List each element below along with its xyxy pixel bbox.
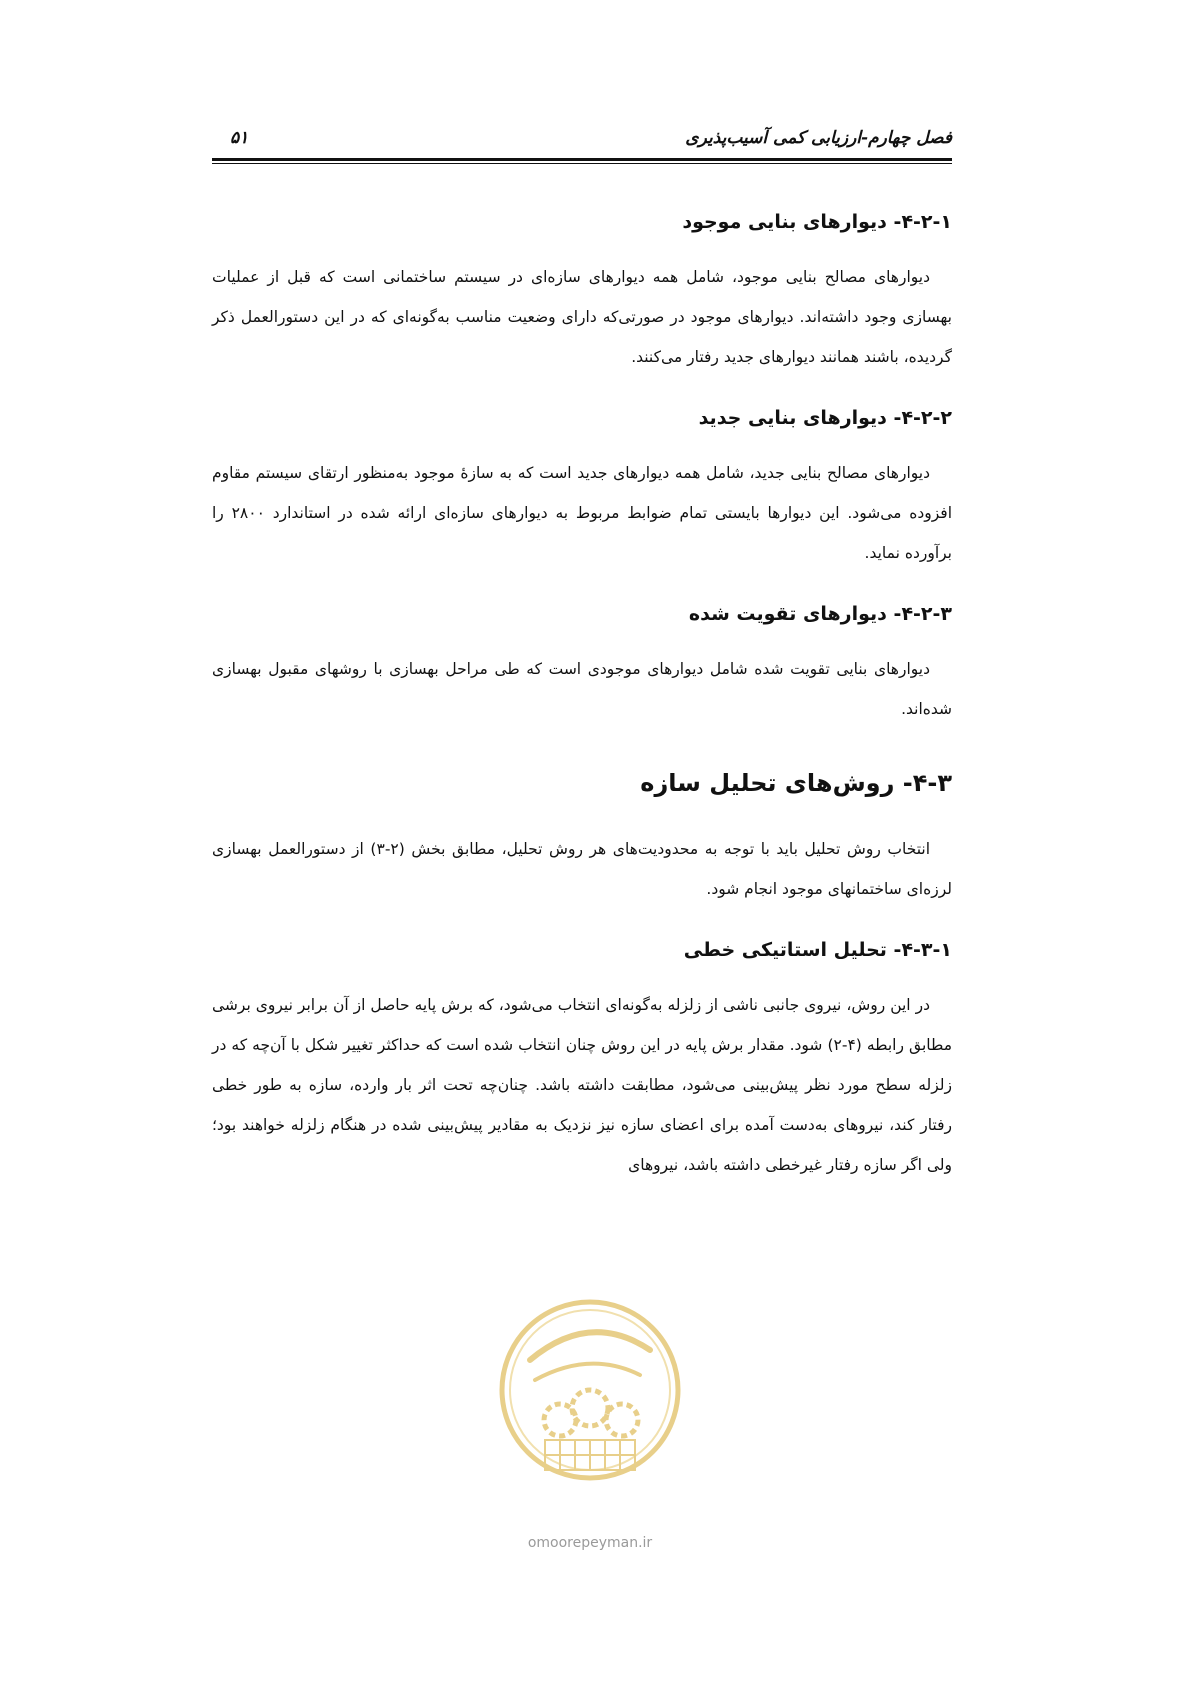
chapter-title: فصل چهارم-ارزیابی کمی آسیب‌پذیری [685, 128, 952, 148]
section-paragraph: انتخاب روش تحلیل باید با توجه به محدودیت‌های هر روش تحلیل، مطابق بخش (۲-۳) از دستورالعمل بهسازی لرزه‌ای ساختمانهای موجود انجام شود. [212, 840, 952, 898]
section-heading: ۴-۲-۱- دیوارهای بنایی موجود [682, 211, 952, 233]
watermark-domain: omoorepeyman.ir [527, 1535, 653, 1551]
watermark-logo-icon [490, 1290, 690, 1490]
body-content [212, 205, 952, 1209]
section-paragraph: در این روش، نیروی جانبی ناشی از زلزله به‌گونه‌ای انتخاب می‌شود، که برش پایه حاصل از آن برابر نیروی برشی مطابق رابطه (۴-۲) شود. مقدار برش پایه در این روش چنان انتخاب شده است که حداکثر تغییر شکل با آن‌چه که در زلزله سطح مورد نظر پیش‌بینی می‌شود، مطابقت داشته باشد. چنان‌چه تحت اثر بار وارده، سازه به طور خطی رفتار کند، نیروهای به‌دست آمده برای اعضای سازه نیز نزدیک به مقادیر پیش‌بینی شده در هنگام زلزله خواهند بود؛ ولی اگر سازه رفتار غیرخطی داشته باشد، نیروهای [212, 996, 952, 1174]
section-paragraph: دیوارهای مصالح بنایی جدید، شامل همه دیوارهای جدید است که به سازهٔ موجود به‌منظور ارتقای سیستم مقاوم افزوده می‌شود. این دیوارها بایستی تمام ضوابط مربوط به دیوارهای سازه‌ای ارائه شده در استاندارد ۲۸۰۰ را برآورده نماید. [212, 464, 952, 562]
page-number: ۵۱ [230, 128, 249, 148]
section-paragraph: دیوارهای مصالح بنایی موجود، شامل همه دیوارهای سازه‌ای در سیستم ساختمانی است که قبل از عملیات بهسازی وجود داشته‌اند. دیوارهای موجود در صورتی‌که دارای وضعیت مناسب به‌گونه‌ای که در این دستورالعمل ذکر گردیده، باشند همانند دیوارهای جدید رفتار می‌کنند. [212, 268, 952, 366]
header-rule-thick [212, 158, 952, 161]
section-heading: ۴-۲-۲- دیوارهای بنایی جدید [698, 407, 952, 429]
section-heading: ۴-۲-۳- دیوارهای تقویت شده [688, 603, 952, 625]
section-heading: ۴-۳-۱- تحلیل استاتیکی خطی [683, 939, 952, 961]
running-header [212, 128, 952, 158]
section-paragraph: دیوارهای بنایی تقویت شده شامل دیوارهای موجودی است که طی مراحل بهسازی با روشهای مقبول بهسازی شده‌اند. [212, 660, 952, 718]
header-rule-thin [212, 163, 952, 164]
main-section-heading: ۴-۳- روش‌های تحلیل سازه [640, 769, 952, 797]
